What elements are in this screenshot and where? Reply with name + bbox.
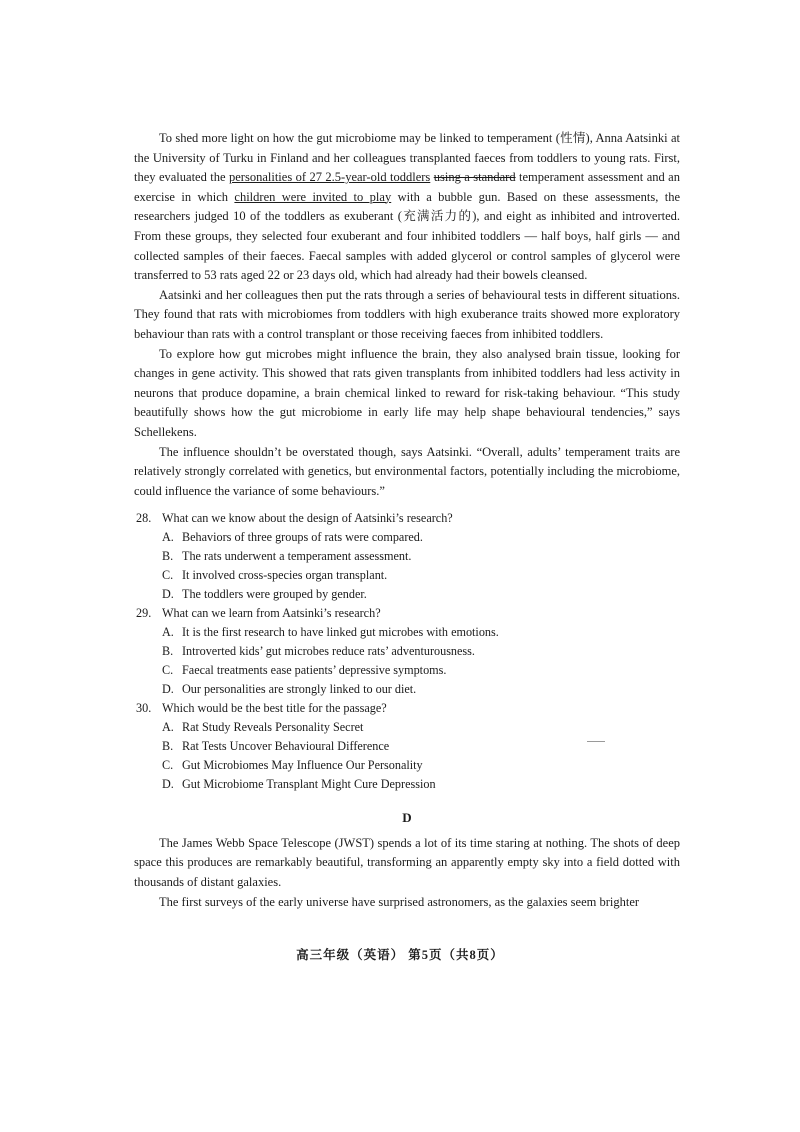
question-stem — [136, 604, 680, 623]
passage-paragraph-3: To explore how gut microbes might influence the brain, they also analysed brain tissue, looking for changes in gene activity. This showed that rats given transplants from inhibited toddlers had less activity in neurons that produce dopamine, a brain chemical linked to reward for risk-taking behaviour. “This study beautifully shows how the gut microbiome in early life may help shape behavioural tendencies,” says Schellekens. — [134, 346, 680, 439]
option-b[interactable] — [134, 642, 680, 661]
option-letter: D. — [162, 587, 174, 602]
passage-paragraph-1 — [134, 129, 680, 286]
option-text: Introverted kids’ gut microbes reduce rats’ adventurousness. — [182, 644, 475, 659]
option-text: Behaviors of three groups of rats were compared. — [182, 530, 423, 545]
option-letter: A. — [162, 530, 174, 545]
question-number: 28. — [136, 511, 152, 526]
passage-d-paragraph-1: The James Webb Space Telescope (JWST) spends a lot of its time staring at nothing. The shots of deep space this produces are remarkably beautiful, transforming an apparently empty sky into a field dotted with thousands of distant galaxies. — [134, 835, 680, 890]
question-29 — [134, 604, 680, 699]
option-d[interactable] — [134, 775, 680, 794]
option-text: Rat Study Reveals Personality Secret — [182, 720, 364, 735]
option-text: Faecal treatments ease patients’ depressive symptoms. — [182, 663, 447, 678]
option-letter: A. — [162, 720, 174, 735]
option-text: It is the first research to have linked gut microbes with emotions. — [182, 625, 499, 640]
p1-text-a: To shed more light on how the gut microbiome may be linked to temperament (性情), Anna Aatsinki at the University of Turku in Finland and her colleagues transplanted faeces from toddlers to young rats. First, they evaluated the — [134, 131, 680, 185]
option-a[interactable] — [134, 623, 680, 642]
option-b[interactable] — [134, 547, 680, 566]
passage-c — [134, 129, 680, 501]
question-text: Which would be the best title for the passage? — [162, 701, 387, 716]
option-a[interactable] — [134, 528, 680, 547]
option-text: The rats underwent a temperament assessment. — [182, 549, 412, 564]
option-d[interactable] — [134, 680, 680, 699]
p1-underlined-text-2: children were invited to play — [234, 189, 392, 204]
option-letter: D. — [162, 777, 174, 792]
option-c[interactable] — [134, 661, 680, 680]
passage-paragraph-4: The influence shouldn’t be overstated though, says Aatsinki. “Overall, adults’ temperament traits are relatively strongly correlated with genetics, but environmental factors, potentially including the microbiome, could influence the variance of some behaviours.” — [134, 444, 680, 498]
option-letter: C. — [162, 568, 174, 583]
option-a[interactable] — [134, 718, 680, 737]
stray-pen-mark — [587, 741, 605, 742]
question-28 — [134, 509, 680, 604]
option-letter: B. — [162, 739, 174, 754]
option-text: Gut Microbiome Transplant Might Cure Depression — [182, 777, 436, 792]
question-stem — [136, 509, 680, 528]
question-text: What can we know about the design of Aatsinki’s research? — [162, 511, 453, 526]
option-letter: B. — [162, 644, 174, 659]
option-text: The toddlers were grouped by gender. — [182, 587, 367, 602]
question-text: What can we learn from Aatsinki’s research? — [162, 606, 381, 621]
exam-page — [134, 129, 680, 912]
p1-underlined-text: personalities of 27 2.5-year-old toddlers — [229, 170, 431, 185]
option-letter: B. — [162, 549, 174, 564]
question-number: 30. — [136, 701, 152, 716]
option-letter: C. — [162, 663, 174, 678]
question-stem — [136, 699, 680, 718]
option-c[interactable] — [134, 566, 680, 585]
question-30 — [134, 699, 680, 794]
question-number: 29. — [136, 606, 152, 621]
passage-d — [134, 834, 680, 912]
page-footer: 高三年级（英语） 第5页（共8页） — [296, 948, 504, 962]
option-text: Gut Microbiomes May Influence Our Personality — [182, 758, 423, 773]
option-letter: A. — [162, 625, 174, 640]
option-text: Our personalities are strongly linked to our diet. — [182, 682, 417, 697]
p1-struck-text: using a standard — [433, 170, 516, 185]
option-c[interactable] — [134, 756, 680, 775]
section-d-title: D — [402, 810, 412, 826]
passage-d-paragraph-2: The first surveys of the early universe have surprised astronomers, as the galaxies seem brighter — [159, 894, 640, 909]
p1-text-c: with a bubble gun. Based on these assessments, the researchers judged 10 of the toddlers as exuberant (充满活力的), and eight as inhibited and introverted. From these groups, they selected four exuberant and four inhibited toddlers — half boys, half girls — and collected samples of their faeces. Faecal samples with added glycerol or control samples of glycerol were transferred to 53 rats aged 22 or 23 days old, which had already had their bowels cleansed. — [134, 189, 680, 283]
question-list — [134, 509, 680, 794]
option-text: Rat Tests Uncover Behavioural Difference — [182, 739, 390, 754]
option-text: It involved cross-species organ transplant. — [182, 568, 388, 583]
option-d[interactable] — [134, 585, 680, 604]
option-letter: C. — [162, 758, 174, 773]
p1-text-b: temperament assessment and an exercise in which — [134, 170, 680, 204]
passage-paragraph-2: Aatsinki and her colleagues then put the rats through a series of behavioural tests in different situations. They found that rats with microbiomes from toddlers with high exuberance traits showed more exploratory behaviour than rats with a control transplant or those receiving faeces from inhibited toddlers. — [134, 287, 680, 341]
option-letter: D. — [162, 682, 174, 697]
